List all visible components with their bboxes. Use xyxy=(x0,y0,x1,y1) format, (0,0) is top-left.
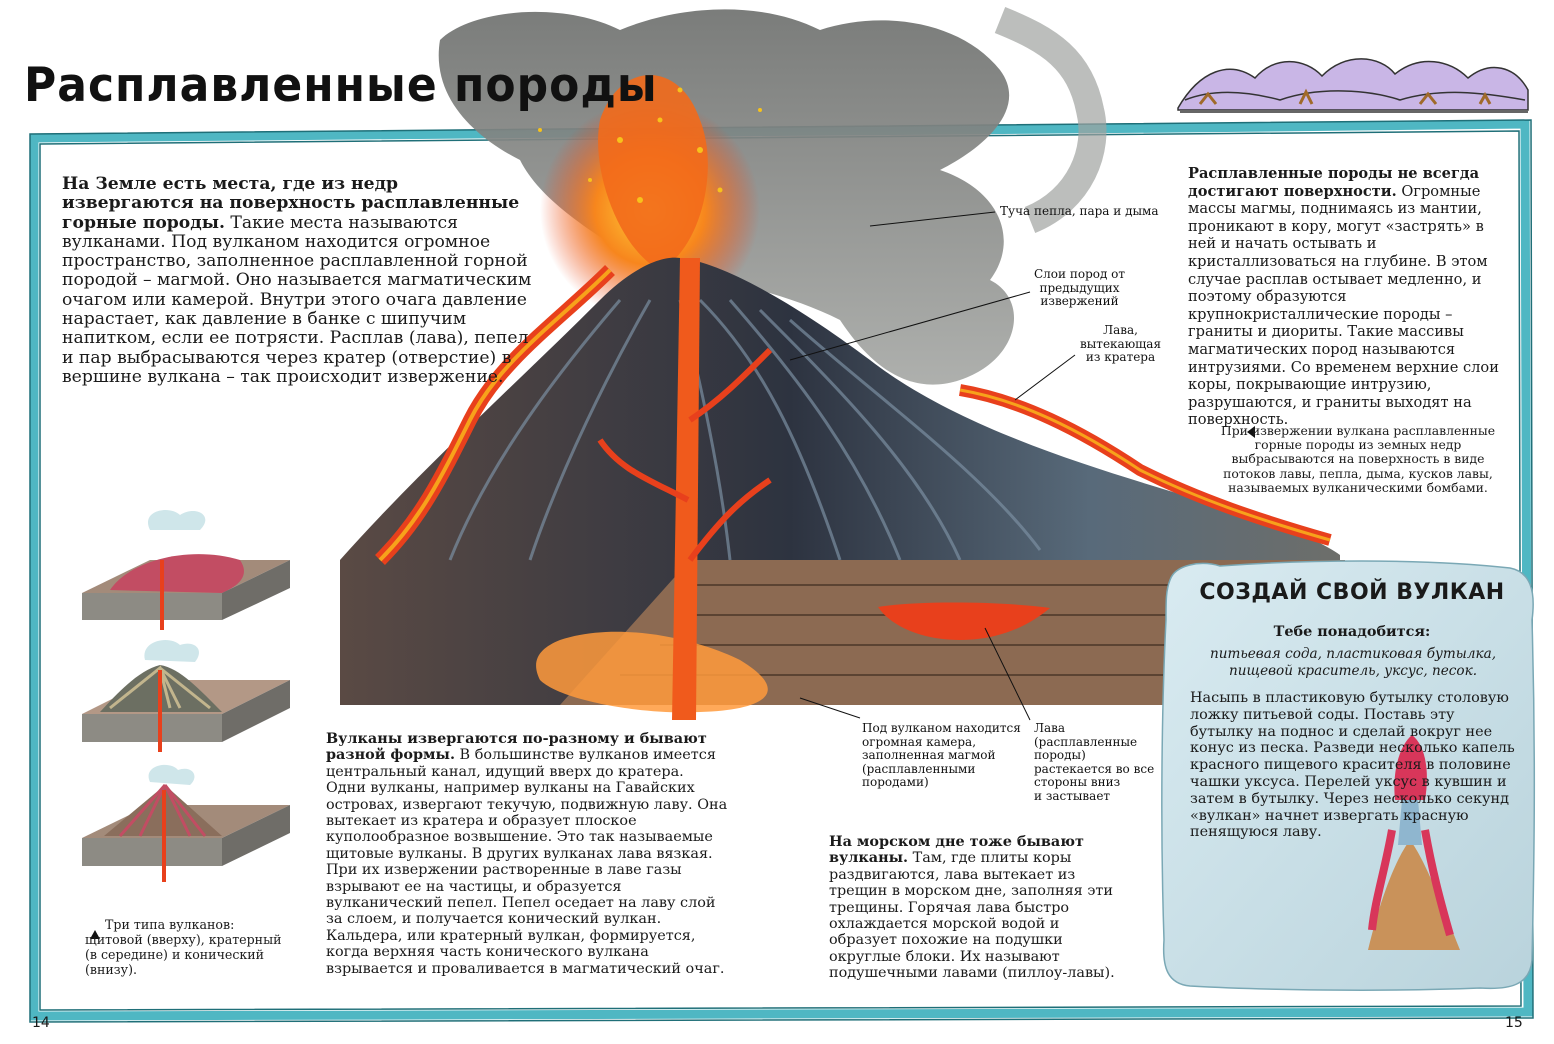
make-volcano-items: питьевая сода, пластиковая бутылка, пищевой краситель, уксус, песок. xyxy=(1209,646,1497,679)
label-magma-chamber-line3: заполненная магмой xyxy=(862,748,996,762)
volcano-types-paragraph xyxy=(326,731,728,977)
page-number-left: 14 xyxy=(32,1015,50,1031)
label-lava-spreads-line3: породы) xyxy=(1034,748,1086,762)
intro-paragraph xyxy=(62,175,532,387)
label-rock-layers xyxy=(1034,268,1125,309)
intrusions-lead: Расплавленные породы не всегда достигают поверхности. xyxy=(1188,165,1480,200)
label-lava-spreads xyxy=(1034,722,1154,803)
label-magma-chamber-line2: огромная камера, xyxy=(862,734,977,749)
intrusions-body: Огромные массы магмы, поднимаясь из мантии, проникают в кору, могут «застрять» в ней и начать остывать и кристаллизоваться на глубине. В этом случае расплав остывает медленно, и поэтому образуются крупнокристаллические породы – граниты и диориты. Такие массивы магматических пород называются интрузиями. Со временем верхние слои коры, покрывающие интрузию, разрушаются, и граниты выходят на поверхность. xyxy=(1188,182,1499,429)
sea-volcano-lead: На морском дне тоже бывают вулканы. xyxy=(829,833,1084,867)
label-lava-spreads-line2: (расплавленные xyxy=(1034,734,1138,749)
intro-body: Такие места называются вулканами. Под вулканом находится огромное пространство, заполненное расплавленной горной породой – магмой. Оно называется магматическим очагом или камерой. Внутри этого очага давление нарастает, как давление в банке с шипучим напитком, если ее потрясти. Расплав (лава), пепел и пар выбрасываются через кратер (отверстие) в вершине вулкана – так происходит извержение. xyxy=(62,212,532,387)
page-number-right: 15 xyxy=(1505,1015,1523,1031)
volcano-types-caption xyxy=(85,917,295,977)
label-lava-flow xyxy=(1080,324,1161,365)
volcano-types-caption-text: Три типа вулканов: щитовой (вверху), кратерный (в середине) и конический (внизу). xyxy=(85,917,282,977)
volcano-types-lead: Вулканы извергаются по-разному и бывают разной формы. xyxy=(326,730,707,764)
conical-volcano-block xyxy=(82,765,290,882)
eruption-caption xyxy=(1212,424,1504,495)
shield-volcano-block xyxy=(82,510,290,630)
label-rock-layers-line2: предыдущих xyxy=(1039,280,1120,295)
label-lava-spreads-line6: и застывает xyxy=(1034,788,1111,803)
label-magma-chamber-line1: Под вулканом находится xyxy=(862,721,1021,735)
volcano-types-body: В большинстве вулканов имеется центральный канал, идущий вверх до кратера. Одни вулканы, например вулканы на Гавайских островах, извергают текучую, подвижную лаву. Она вытекает из кратера и образует плоское куполообразное возвышение. Это так называемые щитовые вулканы. В других вулканах лава вязкая. При их извержении растворенные в лаве газы взрывают ее на частицы, и образуется вулканический пепел. Пепел оседает на лаву слой за слоем, и получается конический вулкан. Кальдера, или кратерный вулкан, формируется, когда верхняя часть конического вулкана взрывается и проваливается в магматический очаг. xyxy=(326,747,728,977)
label-lava-flow-line2: вытекающая xyxy=(1080,336,1162,351)
label-lava-spreads-line4: растекается во все xyxy=(1034,761,1155,776)
make-volcano-need-title: Тебе понадобится: xyxy=(1273,623,1431,640)
label-rock-layers-line1: Слои пород от xyxy=(1034,267,1126,281)
make-volcano-title: СОЗДАЙ СВОЙ ВУЛКАН xyxy=(1199,580,1505,605)
label-magma-chamber-line5: породами) xyxy=(862,775,929,789)
label-rock-layers-line3: извержений xyxy=(1040,294,1119,308)
intrusions-paragraph xyxy=(1188,165,1500,429)
label-magma-chamber xyxy=(862,722,1021,790)
label-lava-spreads-line1: Лава xyxy=(1034,721,1066,735)
label-lava-spreads-line5: стороны вниз xyxy=(1034,775,1121,789)
make-volcano-instructions-text: Насыпь в пластиковую бутылку столовую ложку питьевой соды. Поставь эту бутылку на поднос и сделай вокруг нее конус из песка. Разведи несколько капель красного пищевого красителя в половине чашки уксуса. Перелей уксус в кувшин и затем в бутылку. Через несколько секунд «вулкан» начнет извергать красную пенящуюся лаву. xyxy=(1190,690,1515,841)
intro-lead: На Земле есть места, где из недр извергаются на поверхность расплавленные горные породы. xyxy=(62,174,520,233)
label-lava-flow-line3: из кратера xyxy=(1085,350,1156,364)
sea-volcano-body: Там, где плиты коры раздвигаются, лава вытекает из трещин в морском дне, заполняя эти трещины. Горячая лава быстро охлаждается морской водой и образует похожие на подушки округлые блоки. Их называют подушечными лавами (пиллоу-лавы). xyxy=(829,850,1115,982)
landscape-decoration xyxy=(1178,59,1530,112)
label-lava-flow-line1: Лава, xyxy=(1103,323,1138,337)
sea-volcano-paragraph xyxy=(829,834,1129,982)
page-title: Расплавленные породы xyxy=(24,58,658,114)
eruption-caption-text: При извержении вулкана расплавленные горные породы из земных недр выбрасываются на поверхность в виде потоков лавы, пепла, дыма, кусков лавы, называемых вулканическими бомбами. xyxy=(1220,423,1496,495)
label-magma-chamber-line4: (расплавленными xyxy=(862,761,976,776)
label-ash-cloud: Туча пепла, пара и дыма xyxy=(1000,204,1159,218)
caldera-volcano-block xyxy=(82,640,290,752)
make-volcano-instructions xyxy=(1190,690,1520,841)
